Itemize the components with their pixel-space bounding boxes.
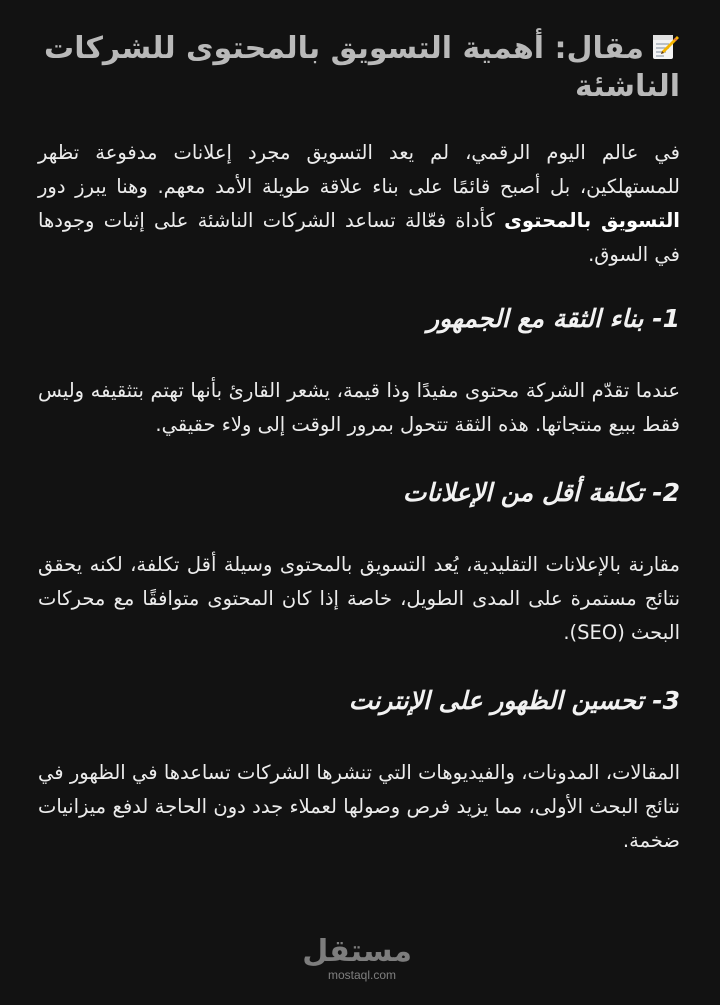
section-3-heading: 3- تحسين الظهور على الإنترنت: [348, 686, 680, 715]
section-3-body: المقالات، المدونات، والفيديوهات التي تنشرها الشركات تساعدها في الظهور في نتائج البحث الأولى، مما يزيد فرص وصولها لعملاء جدد دون الحاجة لدفع ميزانيات ضخمة.: [38, 761, 680, 852]
section-1-heading: 1- بناء الثقة مع الجمهور: [427, 304, 680, 333]
memo-icon: [650, 32, 680, 62]
intro-bold-term: التسويق بالمحتوى: [504, 209, 680, 232]
watermark-brand: مستقل: [302, 934, 412, 969]
section-2-heading: 2- تكلفة أقل من الإعلانات: [402, 478, 680, 507]
article-title-text: مقال: أهمية التسويق بالمحتوى للشركات الناشئة: [44, 31, 680, 104]
mostaql-watermark: [302, 934, 412, 982]
watermark-domain: mostaql.com: [327, 968, 397, 982]
intro-text-end: كأداة فعّالة تساعد الشركات الناشئة على إثبات وجودها في السوق.: [38, 209, 680, 266]
article-title: [38, 30, 680, 106]
section-2-body: مقارنة بالإعلانات التقليدية، يُعد التسويق بالمحتوى وسيلة أقل تكلفة، لكنه يحقق نتائج مستمرة على المدى الطويل، خاصة إذا كان المحتوى متوافقًا مع محركات البحث (SEO).: [38, 553, 680, 644]
intro-paragraph: [38, 136, 680, 272]
intro-text-start: في عالم اليوم الرقمي، لم يعد التسويق مجرد إعلانات مدفوعة تظهر للمستهلكين، بل أصبح قائمًا على بناء علاقة طويلة الأمد معهم. وهنا يبرز دور: [38, 141, 680, 198]
section-1-body: عندما تقدّم الشركة محتوى مفيدًا وذا قيمة، يشعر القارئ بأنها تهتم بتثقيفه وليس فقط ببيع منتجاتها. هذه الثقة تتحول بمرور الوقت إلى ولاء حقيقي.: [38, 379, 680, 436]
